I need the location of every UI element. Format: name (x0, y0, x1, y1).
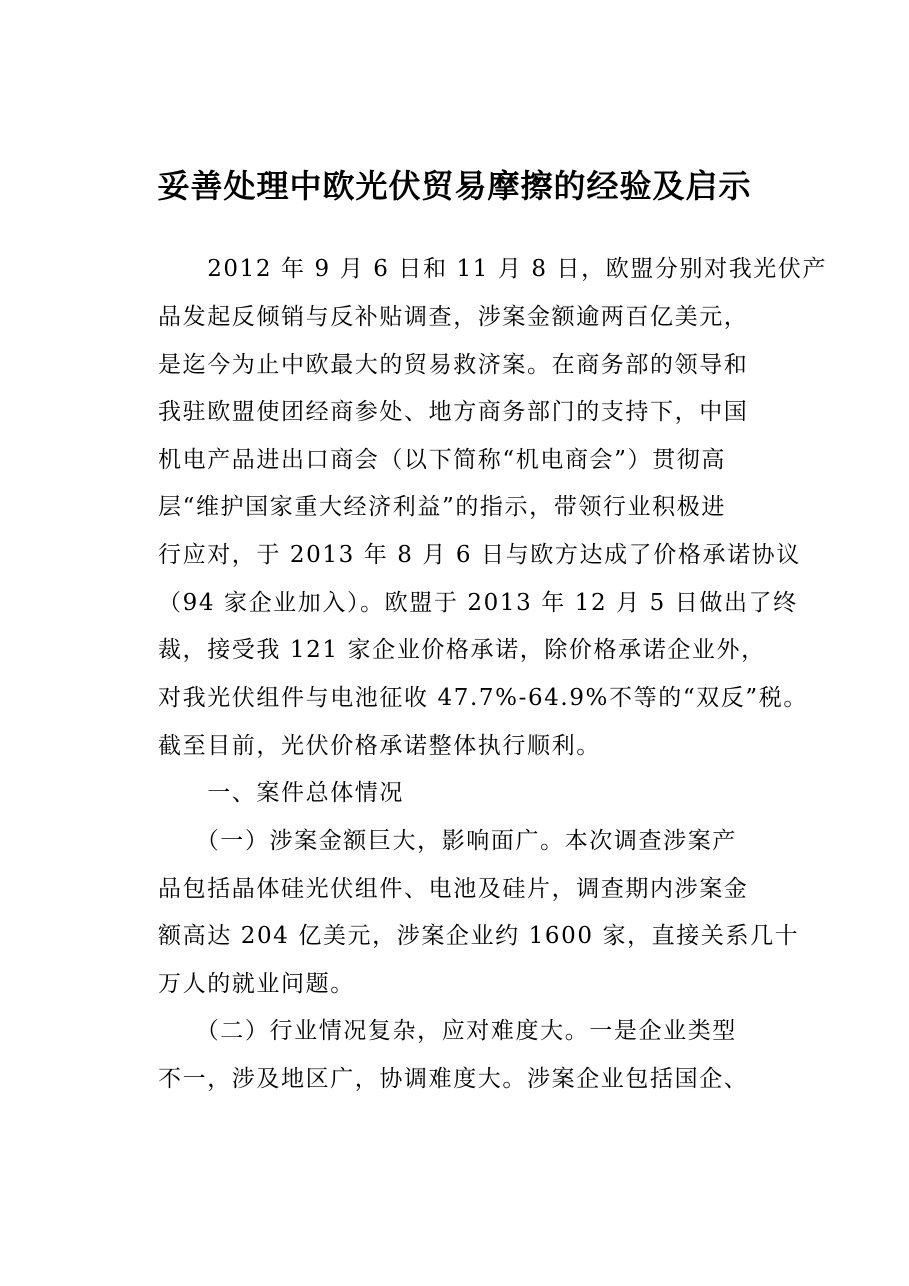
text-line: 截至目前，光伏价格承诺整体执行顺利。 (158, 733, 601, 759)
text-line: 我驻欧盟使团经商参处、地方商务部门的支持下，中国 (158, 399, 749, 425)
text-line: 对我光伏组件与电池征收 47.7%-64.9%不等的“双反”税。 (158, 685, 808, 711)
text-line: 是迄今为止中欧最大的贸易救济案。在商务部的领导和 (158, 352, 749, 378)
text-line: （二）行业情况复杂，应对难度大。一是企业类型 (158, 1018, 737, 1044)
text-line: 品包括晶体硅光伏组件、电池及硅片，调查期内涉案金 (158, 876, 749, 902)
text-line: 额高达 204 亿美元，涉案企业约 1600 家，直接关系几十 (158, 923, 800, 949)
text-line: （94 家企业加入）。欧盟于 2013 年 12 月 5 日做出了终 (158, 590, 798, 616)
text-line: 2012 年 9 月 6 日和 11 月 8 日，欧盟分别对我光伏产 (158, 256, 828, 282)
document-title: 妥善处理中欧光伏贸易摩擦的经验及启示 (157, 167, 752, 205)
text-line: 品发起反倾销与反补贴调查，涉案金额逾两百亿美元， (158, 304, 749, 330)
text-line: 不一，涉及地区广，协调难度大。涉案企业包括国企、 (158, 1066, 749, 1092)
text-line: 裁，接受我 121 家企业价格承诺，除价格承诺企业外， (158, 637, 766, 663)
text-line: （一）涉案金额巨大，影响面广。本次调查涉案产 (158, 828, 737, 854)
section-heading: 一、案件总体情况 (158, 780, 404, 806)
text-line: 机电产品进出口商会（以下简称“机电商会”）贯彻高 (158, 447, 726, 473)
text-line: 层“维护国家重大经济利益”的指示，带领行业积极进 (158, 494, 726, 520)
text-line: 行应对，于 2013 年 8 月 6 日与欧方达成了价格承诺协议 (158, 542, 801, 568)
text-line: 万人的就业问题。 (158, 971, 355, 997)
